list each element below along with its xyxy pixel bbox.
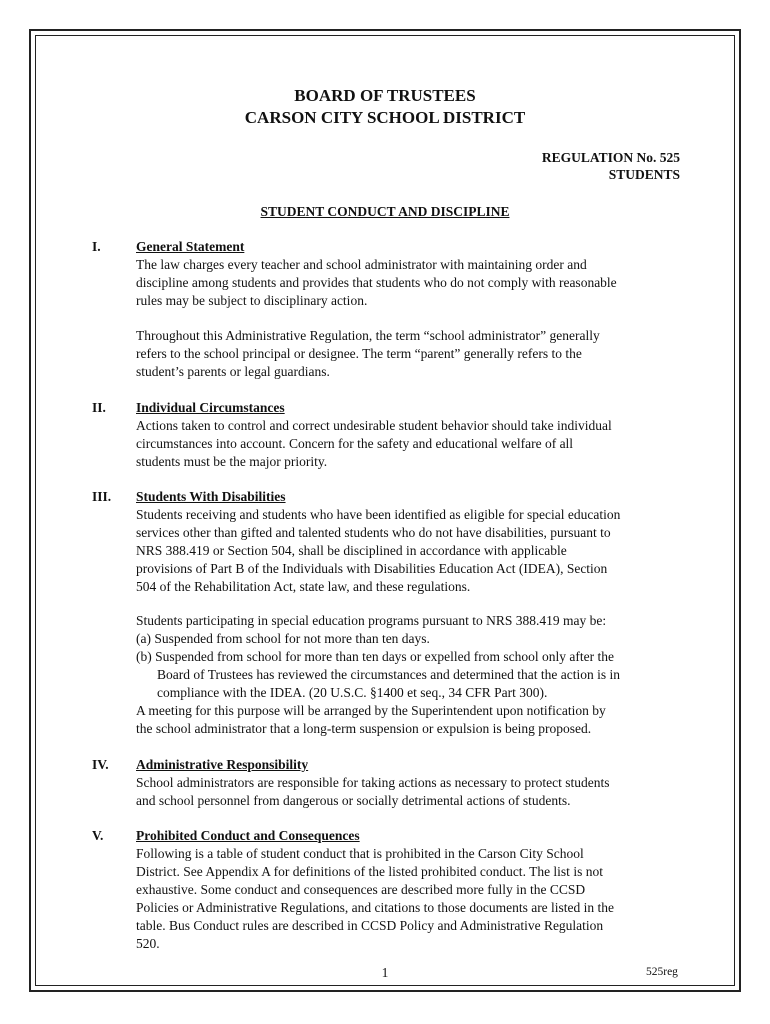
section-paragraph xyxy=(136,327,681,381)
text-line: Actions taken to control and correct undesirable student behavior should take individual xyxy=(136,418,612,433)
text-line: circumstances into account. Concern for the safety and educational welfare of all xyxy=(136,436,574,451)
text-line: District. See Appendix A for definitions of the listed prohibited conduct. The list is not xyxy=(136,864,603,879)
text-line: table. Bus Conduct rules are described in CCSD Policy and Administrative Regulation xyxy=(136,918,604,933)
section-number: II. xyxy=(92,400,106,415)
regulation-number: REGULATION No. 525 xyxy=(541,150,680,165)
text-line: exhaustive. Some conduct and consequences are described more fully in the CCSD xyxy=(136,882,586,897)
list-item: (a) Suspended from school for not more than ten days. xyxy=(136,631,430,646)
board-title: BOARD OF TRUSTEES xyxy=(294,86,476,105)
section-paragraph: Students participating in special education programs pursuant to NRS 388.419 may be: xyxy=(136,613,607,628)
text-line: The law charges every teacher and school administrator with maintaining order and xyxy=(136,257,587,272)
section-paragraph xyxy=(136,506,681,596)
section-heading: Administrative Responsibility xyxy=(136,757,309,772)
section-number: V. xyxy=(92,828,104,843)
text-line: A meeting for this purpose will be arranged by the Superintendent upon notification by xyxy=(136,703,606,718)
section-number: I. xyxy=(92,239,101,254)
text-line: services other than gifted and talented students who do not have disabilities, pursuant to xyxy=(136,525,611,540)
section-heading: Students With Disabilities xyxy=(136,489,286,504)
list-item-continuation xyxy=(157,666,681,702)
section-paragraph xyxy=(136,702,681,738)
text-line: Following is a table of student conduct that is prohibited in the Carson City School xyxy=(136,846,584,861)
section-heading: Prohibited Conduct and Consequences xyxy=(136,828,360,843)
text-line: the school administrator that a long-term suspension or expulsion is being proposed. xyxy=(136,721,592,736)
text-line: student’s parents or legal guardians. xyxy=(136,364,330,379)
page-number: 1 xyxy=(381,965,389,980)
text-line: School administrators are responsible for taking actions as necessary to protect students xyxy=(136,775,610,790)
text-line: compliance with the IDEA. (20 U.S.C. §1400 et seq., 34 CFR Part 300). xyxy=(157,685,548,700)
section-number: IV. xyxy=(92,757,109,772)
text-line: discipline among students and provides that students who do not comply with reasonable xyxy=(136,275,617,290)
text-line: Students receiving and students who have been identified as eligible for special education xyxy=(136,507,621,522)
text-line: NRS 388.419 or Section 504, shall be disciplined in accordance with applicable xyxy=(136,543,567,558)
section-number: III. xyxy=(92,489,112,504)
section-paragraph xyxy=(136,256,681,310)
text-line: Policies or Administrative Regulations, and citations to those documents are listed in the xyxy=(136,900,615,915)
text-line: rules may be subject to disciplinary action. xyxy=(136,293,368,308)
section-paragraph xyxy=(136,845,681,953)
text-line: 520. xyxy=(136,936,160,951)
list-item: (b) Suspended from school for more than ten days or expelled from school only after the xyxy=(136,649,614,664)
section-paragraph xyxy=(136,774,681,810)
text-line: and school personnel from dangerous or socially detrimental actions of students. xyxy=(136,793,571,808)
district-title: CARSON CITY SCHOOL DISTRICT xyxy=(244,108,526,127)
text-line: Board of Trustees has reviewed the circumstances and determined that the action is in xyxy=(157,667,620,682)
section-heading: General Statement xyxy=(136,239,245,254)
text-line: 504 of the Rehabilitation Act, state law, and these regulations. xyxy=(136,579,471,594)
text-line: provisions of Part B of the Individuals with Disabilities Education Act (IDEA), Section xyxy=(136,561,608,576)
section-paragraph xyxy=(136,417,681,471)
section-heading: Individual Circumstances xyxy=(136,400,285,415)
regulation-category: STUDENTS xyxy=(608,167,680,182)
text-line: Throughout this Administrative Regulation, the term “school administrator” generally xyxy=(136,328,600,343)
text-line: students must be the major priority. xyxy=(136,454,328,469)
text-line: refers to the school principal or designee. The term “parent” generally refers to the xyxy=(136,346,582,361)
document-title: STUDENT CONDUCT AND DISCIPLINE xyxy=(260,204,510,219)
document-code: 525reg xyxy=(646,966,678,978)
